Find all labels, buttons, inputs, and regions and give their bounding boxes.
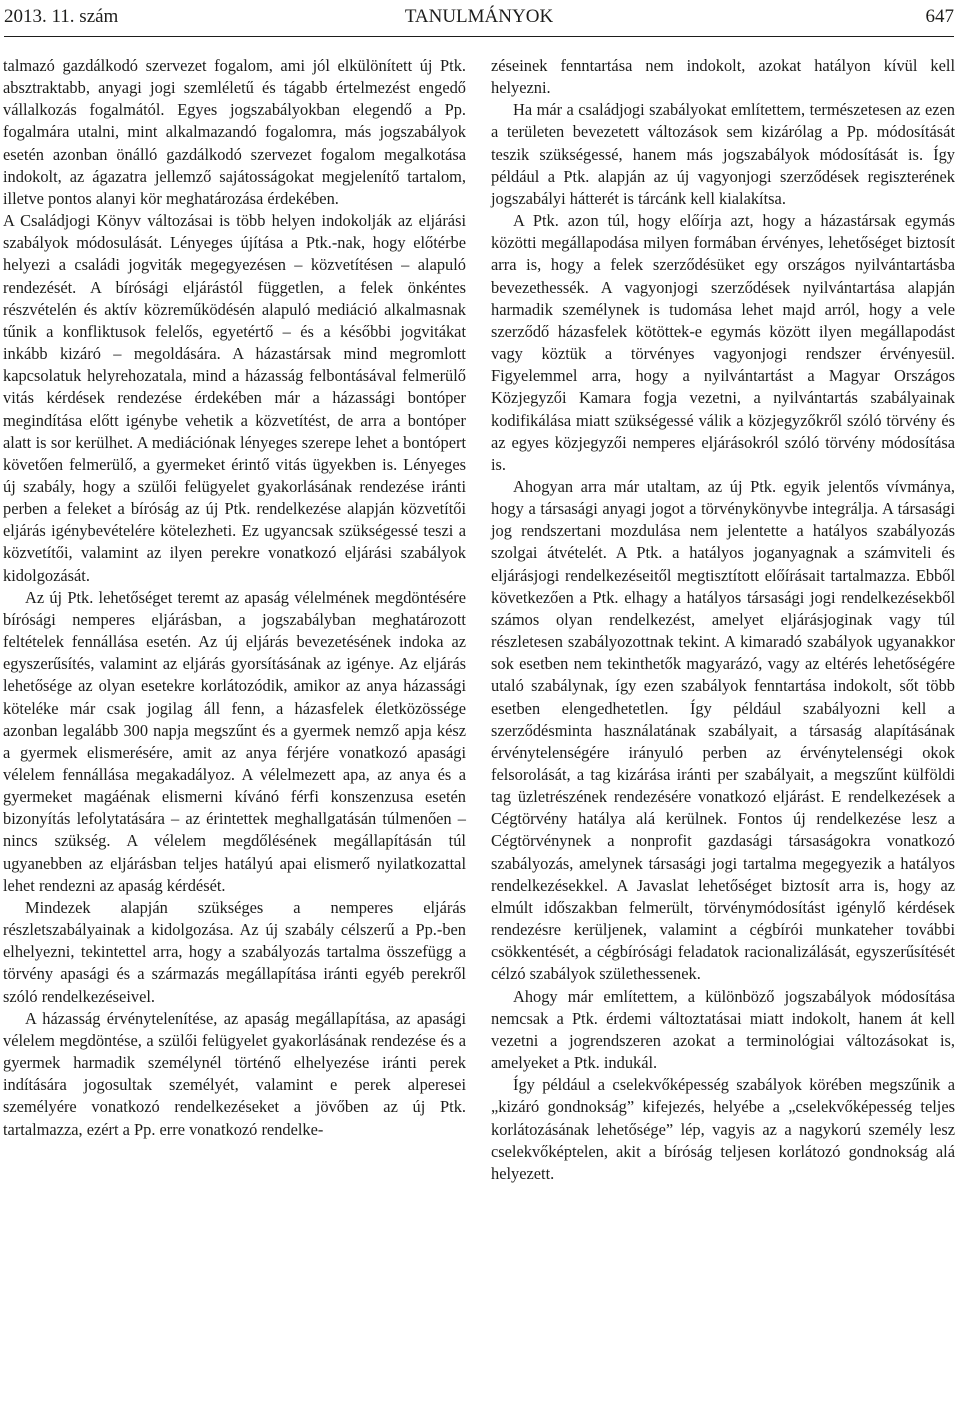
right-paragraph-1: zéseinek fenntartása nem indokolt, azokat hatályon kívül kell helyezni. (491, 56, 955, 98)
section-title: TANULMÁNYOK (404, 6, 554, 27)
left-paragraph-4: Mindezek alapján szükséges a nemperes eljárás részletszabályainak a kidolgozása. Az új szabály célszerű a Pp.-ben elhelyezni, tekintettel arra, hogy a szabályozás tartalma összefügg a törvény apasági és a származás megállapítása iránti egyéb perekről szóló rendelkezéseivel. (3, 897, 466, 1006)
right-paragraph-6: Így például a cselekvőképesség szabályok körében megszűnik a „kizáró gondnokság” kifejezés, helyébe a „cselekvőképesség teljes korlátozásának lehetősége” lép, vagyis az a nagykorú személy lesz cselekvőképtelen, akit a bíróság teljesen korlátozó gondnokság alá helyezett. (491, 1075, 955, 1183)
right-paragraph-5: Ahogy már említettem, a különböző jogszabályok módosítása nemcsak a Ptk. érdemi változtatásai miatt indokolt, hanem át kell vezetni a jogrendszeren azokat a terminológiai változásokat is, amelyeket a Ptk. indukál. (491, 986, 955, 1073)
right-column (491, 55, 955, 1185)
running-header (4, 4, 954, 34)
left-paragraph-1: talmazó gazdálkodó szervezet fogalom, ami jól elkülönített új Ptk. absztraktabb, anyagi jogi szemléletű és tágabb értelmezést engedő vállalkozás fogalmától. Egyes jogszabályokban elegendő a Pp. fogalmára utalni, mint alkalmazandó fogalomra, más jogszabályok esetén azonban önálló gazdálkodó szervezet fogalom megalkotása indokolt, az ágazatra jellemző sajátosságokat megjelenítő tartalom, illetve pontos alanyi kör meghatározása érdekében. (3, 56, 466, 208)
right-paragraph-2: Ha már a családjogi szabályokat említettem, természetesen az ezen a területen bevezetett változások sem kizárólag a Pp. módosítását teszik szükségessé, hanem más jogszabályok módosítását is. Így például a Ptk. alapján az új vagyonjogi szerződések regiszterének jogszabályi hátterét is tárcánk kell kialakítsa. (491, 100, 955, 208)
left-column (3, 55, 466, 1141)
right-paragraph-3: A Ptk. azon túl, hogy előírja azt, hogy a házastársak egymás közötti megállapodása milyen formában érvényes, lehetőséget biztosít arra is, hogy a felek szerződésüket egy országos nyilvántartásba bevezethessék. A vagyonjogi szerződések nyilvántartása alapján harmadik személynek is tudomása lehet majd arról, hogy a vele szerződő házasfelek kötöttek-e egymás között ilyen megállapodást vagy köztük a törvényes vagyonjogi rendszer érvényesül. Figyelemmel arra, hogy a nyilvántartást a Magyar Országos Közjegyzői Kamara fogja vezetni, a nyilvántartás szabályainak kodifikálása miatt szükségessé válik a közjegyzőkről szóló törvény és az egyes közjegyzői nemperes eljárásokról szóló törvény módosítása is. (491, 211, 955, 474)
left-paragraph-5: A házasság érvénytelenítése, az apaság megállapítása, az apasági vélelem megdöntése, a szülői felügyelet gyakorlásának rendezése és a gyermek harmadik személynél történő elhelyezése iránti perek indítására jogosultak személyét, valamint e perek alperesei személyére vonatkozó rendelkezéseket a jövőben az új Ptk. tartalmazza, ezért a Pp. erre vonatkozó rendelke- (3, 1008, 466, 1139)
right-paragraph-4: Ahogyan arra már utaltam, az új Ptk. egyik jelentős vívmánya, hogy a társasági anyagi jogot a törvénykönyvbe integrálja. A társasági jog rendszertani mozdulása nem jelentette a hatályos szabályozás szolgai átvételét. A Ptk. a hatályos joganyagnak a számviteli és eljárásjogi rendelkezéseitől megtisztított előírásait tartalmazza. Ebből következően a Ptk. elhagy a hatályos társasági jogi rendelkezésekből számos olyan rendelkezést, amelyet eljárásjoginak vagy túl részletesen szabályozottnak tekint. A kimaradó szabályok ugyanakkor sok esetben nem tekinthetők magyarázó, vagy az eltérés lehetőségére utaló szabálynak, így ezen szabályok fenntartása indokolt, sőt több esetben elengedhetetlen. Így például szabályozni kell a szerződésminta használatának szabályait, a társaság alapításának érvénytelenségére irányuló perben az érvénytelenségi okok felsorolását, a tag kizárása iránti per szabályait, a megszűnt külföldi tag üzletrészének rendezésére vonatkozó eljárást. E rendelkezések a Cégtörvény hatálya alá kerülnek. Fontos új rendelkezése lesz a Cégtörvénynek a nonprofit gazdasági társaságokra vonatkozó szabályozás, amelynek társasági jogi tartalma megegyezik a hatályos rendelkezésekkel. A Javaslat lehetőséget biztosít arra is, hogy az elmúlt időszakban felmerült, törvénymódosítást igénylő kérdések rendezésre kerüljenek, valamint a cégbírói munkateher további csökkentését, a cégbírósági feladatok racionalizálását, egyszerűsítését célzó szabályok születhessenek. (491, 476, 955, 984)
page-number: 647 (925, 6, 954, 27)
left-paragraph-2: A Családjogi Könyv változásai is több helyen indokolják az eljárási szabályok módosulását. Lényeges újítása a Ptk.-nak, hogy előtérbe helyezi a családi jogviták megegyezésen – közvetítésen – alapuló rendezését. A bírósági eljárástól független, a felek önkéntes részvételén és aktív közreműködésén alapuló mediáció alkalmasnak tűnik a konfliktusok felelős, egyetértő – és a későbbi jogvitákat inkább kizáró – megoldására. A házastársak mind megromlott kapcsolatuk helyrehozatala, mind a házasság felbontásával felmerülő vitás kérdések rendezése érdekében már a házassági bontóper megindítása előtt igénybe vehetik a közvetítést, de arra a bontóper alatt is sor kerülhet. A mediációnak lényeges szerepe lehet a bontópert követően felmerülő, a gyermeket érintő vitás ügyekben is. Lényeges új szabály, hogy a szülői felügyelet gyakorlásának rendezése iránti perben a feleket a bíróság az új Ptk. rendelkezése alapján közvetítői eljárás igénybevételére kötelezheti. Ez ugyancsak szükségessé teszi a közvetítői, valamint az ilyen perekre vonatkozó eljárási szabályok kidolgozását. (3, 211, 466, 585)
issue-label: 2013. 11. szám (4, 6, 119, 27)
left-paragraph-3: Az új Ptk. lehetőséget teremt az apaság vélelmének megdöntésére bírósági nemperes eljárásban, a jogszabályban meghatározott feltételek fennállása esetén. Az új eljárás bevezetésének indoka az egyszerűsítés, valamint az eljárás gyorsításának az igénye. Az eljárás lehetősége az olyan esetekre korlátozódik, amikor az anya házassági köteléke már csak jogilag áll fenn, a házasfelek életközössége azonban legalább 300 napja megszűnt és a gyermek nemző apja kész a gyermek elismerésére, amit az anya férjére vonatkozó apasági vélelem fennállása megakadályoz. A vélelmezett apa, az anya és a gyermeket magáénak elismerni kívánó férfi konszenzusa esetén bizonyítás lefolytatására – az érintettek meghallgatásán túlmenően – nincs szükség. A vélelem megdőlésének megállapításán túl ugyanebben az eljárásban teljes hatályú apai elismerő nyilatkozattal lehet rendezni az apaság kérdését. (3, 587, 466, 895)
header-divider (4, 36, 954, 37)
